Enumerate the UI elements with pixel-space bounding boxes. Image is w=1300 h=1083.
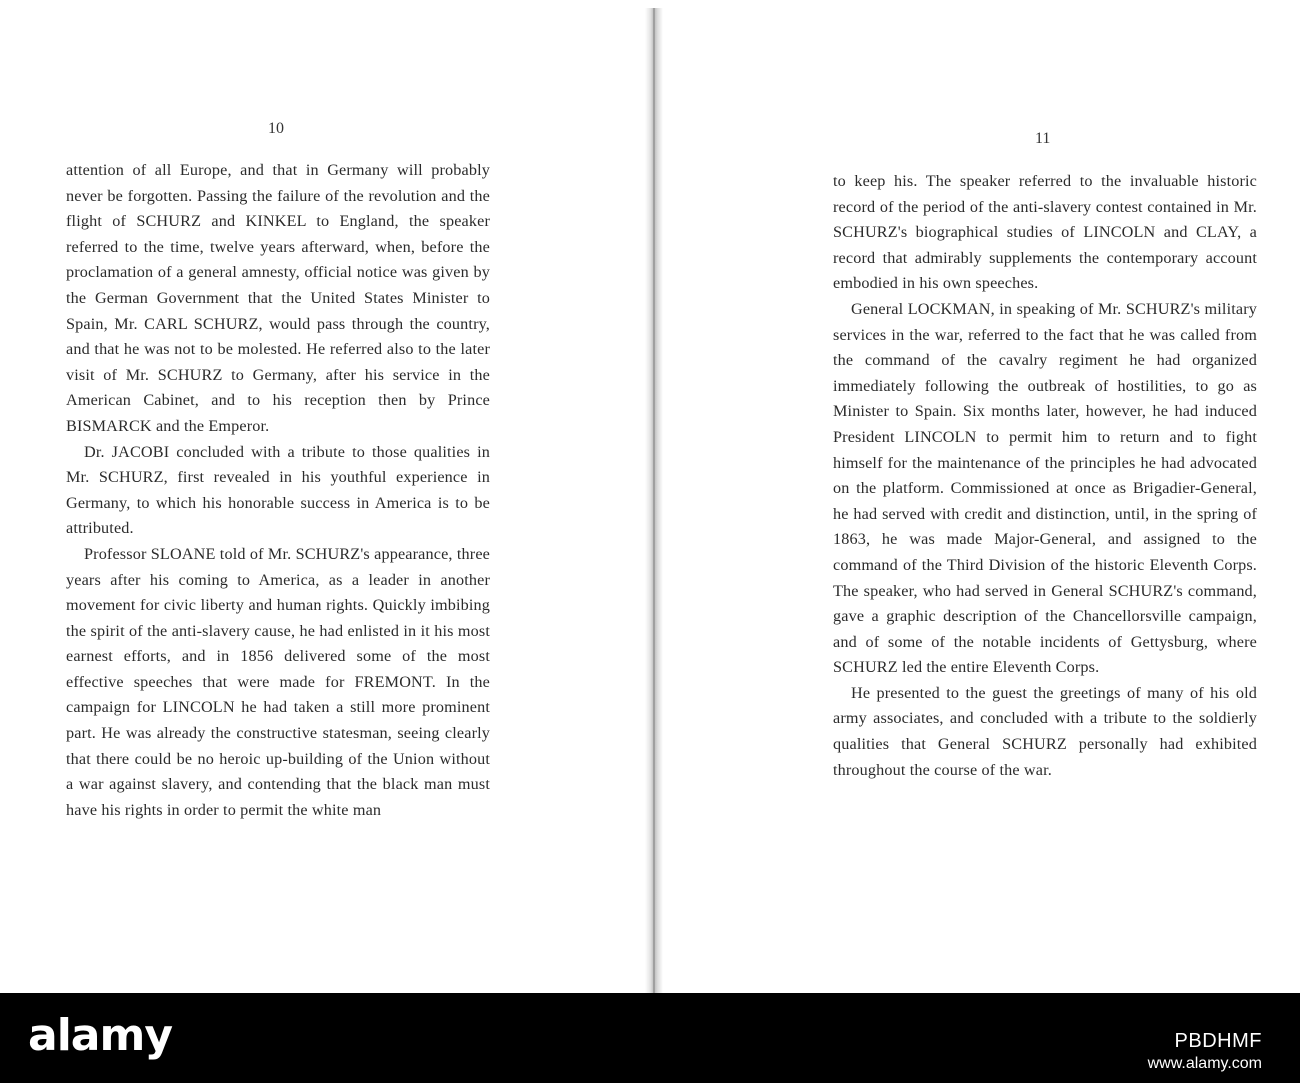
right-paragraph-3: He presented to the guest the greetings of many of his old army associates, and concluded with a tribute to the soldierly qualities that General SCHURZ personally had exhibited throughout the course of the war. — [833, 683, 1257, 779]
right-paragraph-2: General LOCKMAN, in speaking of Mr. SCHURZ's military services in the war, referred to the fact that he was called from the command of the cavalry regiment he had organized immediately following the outbreak of hostilities, to go as Minister to Spain. Six months later, however, he had induced President LINCOLN to permit him to return and to fight himself for the maintenance of the principles he had advocated on the platform. Commissioned at once as Brigadier-General, he had served with credit and distinction, until, in the spring of 1863, he was made Major-General, and assigned to the command of the Third Division of the historic Eleventh Corps. The speaker, who had served in General SCHURZ's command, gave a graphic description of the Chancellorsville campaign, and of some of the notable incidents of Gettysburg, where SCHURZ led the entire Eleventh Corps. — [833, 299, 1257, 677]
left-paragraph-3: Professor SLOANE told of Mr. SCHURZ's appearance, three years after his coming to America, as a leader in another movement for civic liberty and human rights. Quickly imbibing the spirit of the anti-slavery cause, he had enlisted in it his most earnest efforts, and in 1856 delivered some of the most effective speeches that were made for FREMONT. In the campaign for LINCOLN he had taken a still more prominent part. He was already the constructive statesman, seeing clearly that there could be no heroic up-building of the Union without a war against slavery, and contending that the black man must have his rights in order to permit the white man — [66, 544, 490, 819]
image-id: PBDHMF — [1174, 1030, 1262, 1052]
site-url: www.alamy.com — [1147, 1055, 1262, 1072]
left-paragraph-2: Dr. JACOBI concluded with a tribute to those qualities in Mr. SCHURZ, first revealed in his youthful experience in Germany, to which his honorable success in America is to be attributed. — [66, 442, 490, 538]
left-page-text — [66, 158, 490, 823]
page-number-right: 11 — [1035, 130, 1051, 147]
left-paragraph-1: attention of all Europe, and that in Germany will probably never be forgotten. Passing the failure of the revolution and the flight of SCHURZ and KINKEL to England, the speaker referred to the time, twelve years afterward, when, before the proclamation of a general amnesty, official notice was given by the German Government that the United States Minister to Spain, Mr. CARL SCHURZ, would pass through the country, and that he was not to be molested. He referred also to the later visit of Mr. SCHURZ to Germany, after his service in the American Cabinet, and to his reception then by Prince BISMARCK and the Emperor. — [66, 161, 490, 435]
right-paragraph-1: to keep his. The speaker referred to the invaluable historic record of the period of the anti-slavery contest contained in Mr. SCHURZ's biographical studies of LINCOLN and CLAY, a record that admirably supplements the contemporary account embodied in his own speeches. — [833, 172, 1257, 293]
right-page-text — [833, 169, 1257, 783]
page-number-left: 10 — [268, 120, 284, 137]
alamy-logo: alamy — [28, 1010, 172, 1061]
watermark-banner — [0, 993, 1300, 1083]
